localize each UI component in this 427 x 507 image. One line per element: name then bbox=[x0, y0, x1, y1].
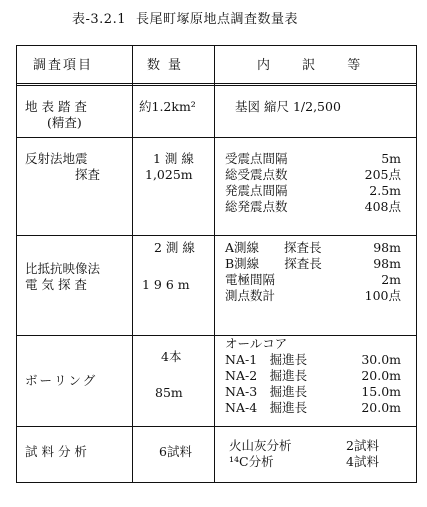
header-divider bbox=[17, 83, 416, 86]
table-caption: 長尾町塚原地点調査数量表 bbox=[135, 12, 298, 27]
detail-line: オールコア bbox=[225, 336, 288, 351]
detail-line: 受震点間隔 5m bbox=[225, 151, 401, 166]
detail-line: B測線 探査長 98m bbox=[225, 256, 401, 271]
row-3-quantity bbox=[142, 240, 195, 293]
row-1-item-line-2: (精査) bbox=[47, 115, 82, 130]
survey-quantity-table bbox=[16, 45, 417, 483]
row-3-item-line-1: 比抵抗映像法 bbox=[25, 261, 101, 276]
row-divider bbox=[17, 137, 416, 138]
detail-line: A測線 探査長 98m bbox=[225, 240, 401, 255]
row-4-quantity-line-1: 4本 bbox=[161, 349, 182, 364]
row-2-quantity-line-2: 1,025m bbox=[145, 167, 193, 182]
detail-line: NA-4 掘進長 20.0m bbox=[225, 400, 401, 415]
row-5-quantity: 6試料 bbox=[159, 444, 192, 459]
detail-line: 電極間隔 2m bbox=[225, 272, 401, 287]
row-3-quantity-line-1: 2 測 線 bbox=[154, 240, 195, 255]
row-1-detail: 基図 縮尺 1/2,500 bbox=[235, 99, 341, 114]
row-4-quantity bbox=[155, 349, 183, 401]
detail-line: 測点数計 100点 bbox=[225, 288, 401, 303]
row-2-item-line-2: 探査 bbox=[75, 167, 101, 182]
column-divider bbox=[214, 46, 215, 482]
row-3-details bbox=[225, 240, 401, 304]
table-title bbox=[72, 8, 298, 27]
row-4-quantity-line-2: 85m bbox=[155, 385, 183, 400]
detail-line: 総発震点数 408点 bbox=[225, 199, 401, 214]
row-1-item-line-1: 地 表 踏 査 bbox=[25, 99, 87, 114]
row-2-details bbox=[225, 151, 401, 215]
detail-line: NA-2 掘進長 20.0m bbox=[225, 368, 401, 383]
detail-line: 総受震点数 205点 bbox=[225, 167, 401, 182]
row-divider bbox=[17, 426, 416, 427]
column-divider bbox=[132, 46, 133, 482]
detail-line: NA-1 掘進長 30.0m bbox=[225, 352, 401, 367]
header-quantity: 数量 bbox=[147, 58, 190, 73]
row-3-quantity-line-2: 1 9 6 m bbox=[142, 277, 190, 292]
row-2-quantity bbox=[145, 151, 194, 183]
row-1-quantity: 約1.2km² bbox=[139, 99, 196, 114]
row-2-quantity-line-1: 1 測 線 bbox=[153, 151, 194, 166]
table-number: 表-3.2.1 bbox=[72, 12, 126, 27]
row-2-item-line-1: 反射法地震 bbox=[25, 151, 88, 166]
row-5-item: 試 料 分 析 bbox=[25, 444, 87, 459]
detail-line: ¹⁴C分析 4試料 bbox=[229, 454, 379, 469]
row-2-item bbox=[25, 151, 100, 183]
header-item: 調査項目 bbox=[33, 58, 94, 73]
row-divider bbox=[17, 235, 416, 236]
row-4-item: ボーリング bbox=[25, 373, 98, 388]
detail-line: 発震点間隔 2.5m bbox=[225, 183, 401, 198]
detail-line: 火山灰分析 2試料 bbox=[229, 438, 379, 453]
row-1-item bbox=[25, 99, 87, 131]
row-5-details bbox=[229, 438, 379, 470]
row-3-item-line-2: 電 気 探 査 bbox=[25, 277, 87, 292]
header-details: 内 訳 等 bbox=[257, 58, 375, 73]
row-3-item bbox=[25, 261, 100, 293]
detail-line: NA-3 掘進長 15.0m bbox=[225, 384, 401, 399]
row-4-details bbox=[225, 336, 401, 416]
